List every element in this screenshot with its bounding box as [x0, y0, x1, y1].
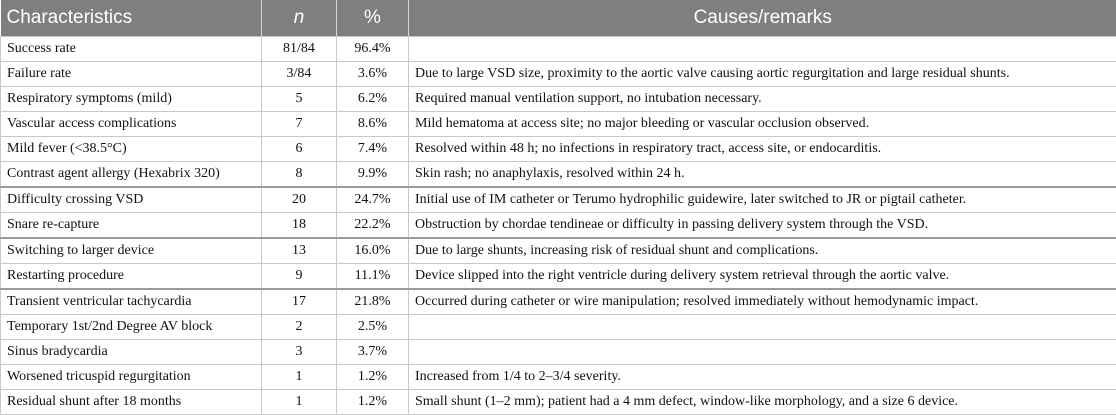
remark-cell — [409, 315, 1116, 340]
n-cell: 2 — [262, 315, 337, 340]
remark-cell: Due to large shunts, increasing risk of residual shunt and complications. — [409, 238, 1116, 264]
characteristic-cell: Worsened tricuspid regurgitation — [1, 365, 262, 390]
n-cell: 18 — [262, 213, 337, 239]
percent-cell: 22.2% — [337, 213, 409, 239]
remark-cell: Occurred during catheter or wire manipulation; resolved immediately without hemodynamic impact. — [409, 289, 1116, 315]
header-n: n — [262, 0, 337, 37]
characteristic-cell: Temporary 1st/2nd Degree AV block — [1, 315, 262, 340]
header-characteristics: Characteristics — [1, 0, 262, 37]
remark-cell: Required manual ventilation support, no intubation necessary. — [409, 87, 1116, 112]
percent-cell: 21.8% — [337, 289, 409, 315]
n-cell: 9 — [262, 264, 337, 290]
n-cell: 5 — [262, 87, 337, 112]
table-row — [1, 213, 1116, 239]
table-row — [1, 264, 1116, 290]
remark-cell: Skin rash; no anaphylaxis, resolved within 24 h. — [409, 162, 1116, 188]
percent-cell: 24.7% — [337, 187, 409, 213]
table-row — [1, 137, 1116, 162]
percent-cell: 1.2% — [337, 365, 409, 390]
characteristic-cell: Snare re-capture — [1, 213, 262, 239]
characteristic-cell: Switching to larger device — [1, 238, 262, 264]
characteristic-cell: Failure rate — [1, 62, 262, 87]
header-row — [1, 0, 1116, 37]
characteristic-cell: Restarting procedure — [1, 264, 262, 290]
remark-cell: Due to large VSD size, proximity to the aortic valve causing aortic regurgitation and large residual shunts. — [409, 62, 1116, 87]
n-cell: 6 — [262, 137, 337, 162]
n-cell: 17 — [262, 289, 337, 315]
percent-cell: 3.7% — [337, 340, 409, 365]
table-row — [1, 315, 1116, 340]
remark-cell: Mild hematoma at access site; no major bleeding or vascular occlusion observed. — [409, 112, 1116, 137]
n-cell: 1 — [262, 390, 337, 415]
n-cell: 3 — [262, 340, 337, 365]
remark-cell: Device slipped into the right ventricle during delivery system retrieval through the aortic valve. — [409, 264, 1116, 290]
percent-cell: 16.0% — [337, 238, 409, 264]
remark-cell: Resolved within 48 h; no infections in respiratory tract, access site, or endocarditis. — [409, 137, 1116, 162]
table-row — [1, 187, 1116, 213]
characteristic-cell: Mild fever (<38.5°C) — [1, 137, 262, 162]
characteristic-cell: Transient ventricular tachycardia — [1, 289, 262, 315]
characteristic-cell: Vascular access complications — [1, 112, 262, 137]
remark-cell — [409, 37, 1116, 62]
percent-cell: 8.6% — [337, 112, 409, 137]
characteristic-cell: Contrast agent allergy (Hexabrix 320) — [1, 162, 262, 188]
header-causes-remarks: Causes/remarks — [409, 0, 1116, 37]
n-cell: 8 — [262, 162, 337, 188]
n-cell: 20 — [262, 187, 337, 213]
table-row — [1, 289, 1116, 315]
percent-cell: 7.4% — [337, 137, 409, 162]
characteristic-cell: Residual shunt after 18 months — [1, 390, 262, 415]
table-row — [1, 37, 1116, 62]
table-row — [1, 340, 1116, 365]
table-row — [1, 112, 1116, 137]
table-row — [1, 365, 1116, 390]
table-row — [1, 390, 1116, 415]
header-percent: % — [337, 0, 409, 37]
percent-cell: 2.5% — [337, 315, 409, 340]
remark-cell: Obstruction by chordae tendineae or difficulty in passing delivery system through the VSD. — [409, 213, 1116, 239]
n-cell: 7 — [262, 112, 337, 137]
percent-cell: 11.1% — [337, 264, 409, 290]
percent-cell: 96.4% — [337, 37, 409, 62]
percent-cell: 9.9% — [337, 162, 409, 188]
n-cell: 81/84 — [262, 37, 337, 62]
remark-cell: Small shunt (1–2 mm); patient had a 4 mm defect, window-like morphology, and a size 6 device. — [409, 390, 1116, 415]
table-row — [1, 238, 1116, 264]
n-cell: 3/84 — [262, 62, 337, 87]
characteristic-cell: Success rate — [1, 37, 262, 62]
percent-cell: 6.2% — [337, 87, 409, 112]
percent-cell: 1.2% — [337, 390, 409, 415]
percent-cell: 3.6% — [337, 62, 409, 87]
n-cell: 13 — [262, 238, 337, 264]
table-row — [1, 162, 1116, 188]
remark-cell — [409, 340, 1116, 365]
remark-cell: Initial use of IM catheter or Terumo hydrophilic guidewire, later switched to JR or pigtail catheter. — [409, 187, 1116, 213]
characteristic-cell: Sinus bradycardia — [1, 340, 262, 365]
table-row — [1, 87, 1116, 112]
table-row — [1, 62, 1116, 87]
remark-cell: Increased from 1/4 to 2–3/4 severity. — [409, 365, 1116, 390]
characteristic-cell: Respiratory symptoms (mild) — [1, 87, 262, 112]
characteristic-cell: Difficulty crossing VSD — [1, 187, 262, 213]
n-cell: 1 — [262, 365, 337, 390]
